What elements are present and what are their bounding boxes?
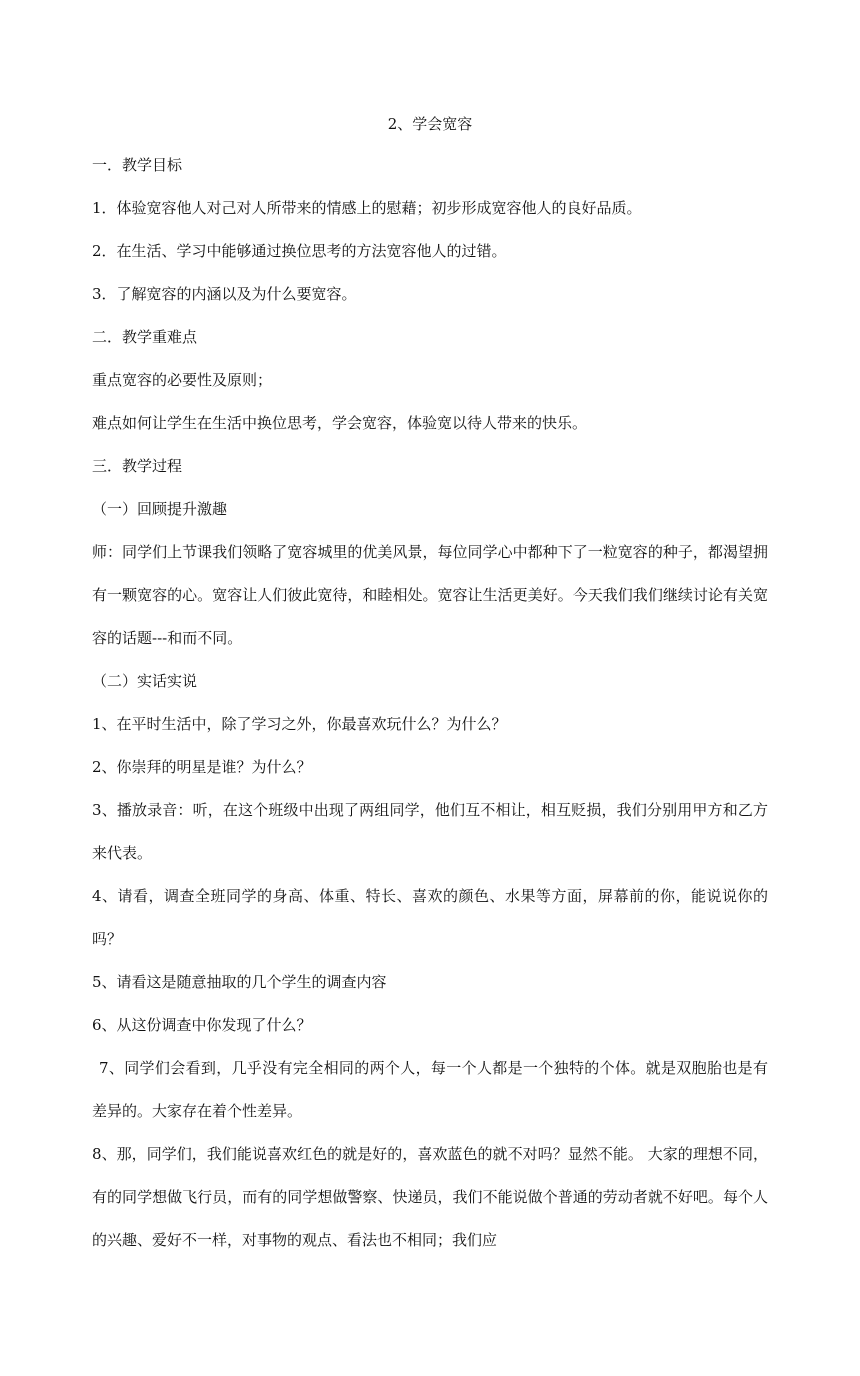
activity-item-5: 5、请看这是随意抽取的几个学生的调查内容 <box>92 973 387 991</box>
document-title: 2、学会宽容 <box>387 115 473 133</box>
key-point: 重点宽容的必要性及原则； <box>92 371 273 389</box>
activity-item-3: 3、播放录音：听，在这个班级中出现了两组同学，他们互不相让，相互贬损，我们分别用甲方和乙方来代表。 <box>92 801 768 862</box>
teacher-intro-paragraph: 师：同学们上节课我们领略了宽容城里的优美风景，每位同学心中都种下了一粒宽容的种子，都渴望拥有一颗宽容的心。宽容让人们彼此宽待，和睦相处。宽容让生活更美好。今天我们我们继续讨论有关宽容的话题---和而不同。 <box>92 543 768 647</box>
difficult-point: 难点如何让学生在生活中换位思考，学会宽容，体验宽以待人带来的快乐。 <box>92 414 588 432</box>
activity-item-1: 1、在平时生活中，除了学习之外，你最喜欢玩什么？为什么？ <box>92 715 507 733</box>
objective-item-1: 1．体验宽容他人对己对人所带来的情感上的慰藉；初步形成宽容他人的良好品质。 <box>92 199 642 217</box>
activity-item-4: 4、请看，调查全班同学的身高、体重、特长、喜欢的颜色、水果等方面，屏幕前的你，能说说你的吗？ <box>92 887 768 948</box>
activity-item-7: 7、同学们会看到，几乎没有完全相同的两个人，每一个人都是一个独特的个体。就是双胞胎也是有差异的。大家存在着个性差异。 <box>92 1059 768 1120</box>
activity-item-8: 8、那，同学们，我们能说喜欢红色的就是好的，喜欢蓝色的就不对吗？显然不能。 大家的理想不同，有的同学想做飞行员，而有的同学想做警察、快递员，我们不能说做个普通的劳动者就不好吧。每个人的兴趣、爱好不一样，对事物的观点、看法也不相同；我们应 <box>92 1145 768 1249</box>
document-body <box>92 155 768 1273</box>
activity-item-6: 6、从这份调查中你发现了什么？ <box>92 1016 312 1034</box>
subsection-heading-talk: （二）实话实说 <box>92 672 198 690</box>
objective-item-2: 2．在生活、学习中能够通过换位思考的方法宽容他人的过错。 <box>92 242 507 260</box>
section-heading-process: 三．教学过程 <box>92 457 183 475</box>
objective-item-3: 3．了解宽容的内涵以及为什么要宽容。 <box>92 285 357 303</box>
subsection-heading-review: （一）回顾提升激趣 <box>92 500 228 518</box>
section-heading-key-points: 二．教学重难点 <box>92 328 198 346</box>
section-heading-objectives: 一．教学目标 <box>92 156 183 174</box>
activity-item-2: 2、你崇拜的明星是谁？为什么？ <box>92 758 312 776</box>
